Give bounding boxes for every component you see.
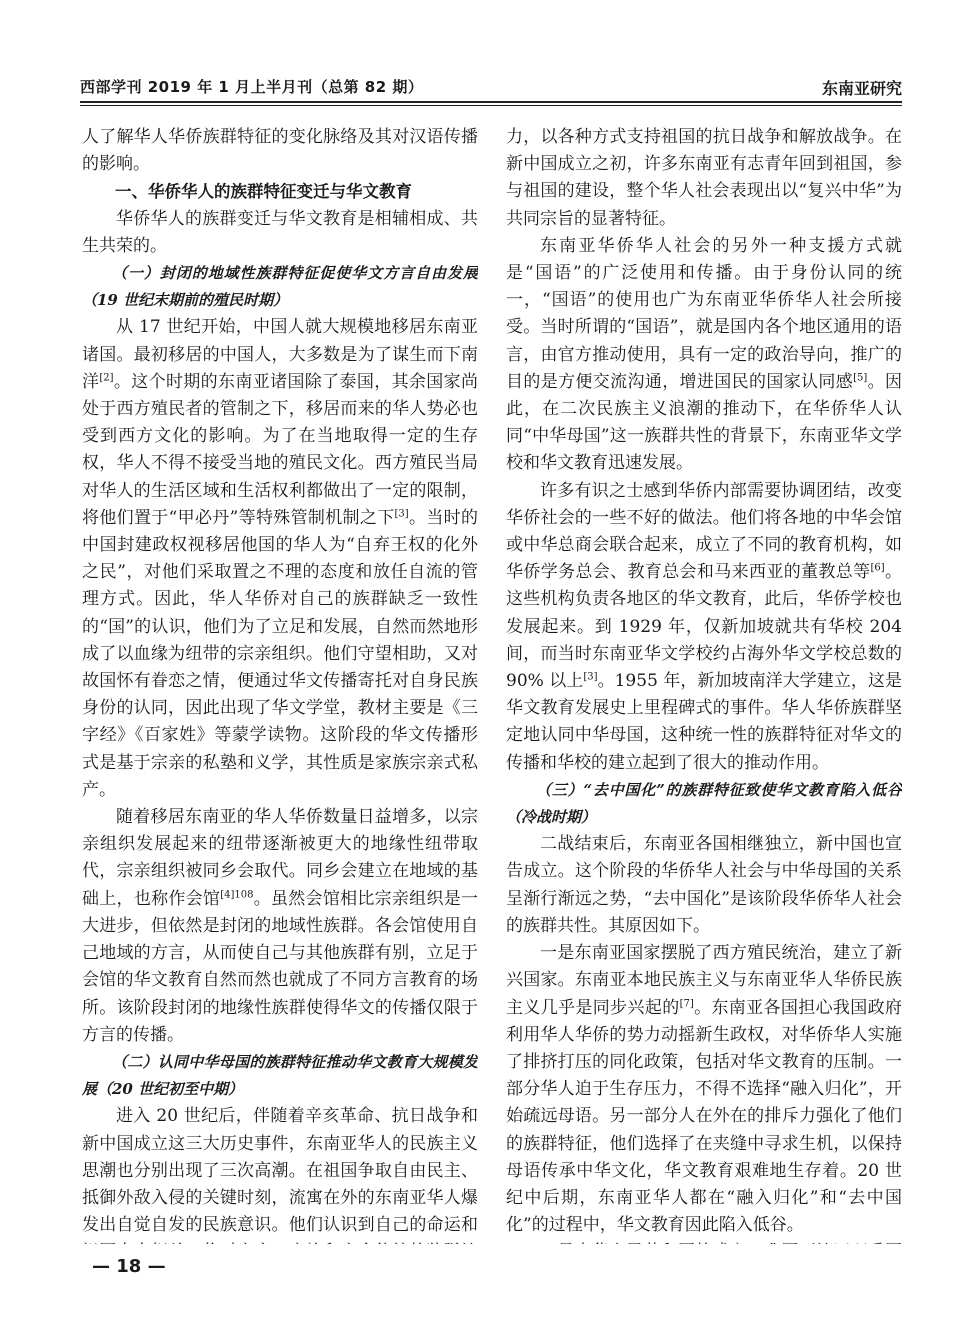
- page-number: — 18 —: [92, 1256, 166, 1277]
- subsection-heading: （一）封闭的地域性族群特征促使华文方言自由发展（19 世纪末期前的殖民时期）: [82, 264, 478, 310]
- paragraph: [506, 1239, 902, 1244]
- paragraph-continued: 人了解华人华侨族群特征的变化脉络及其对汉语传播的影响。: [82, 127, 478, 175]
- running-header: [80, 74, 902, 98]
- subsection-heading: （二）认同中华母国的族群特征推动华文教育大规模发展（20 世纪初至中期）: [82, 1052, 478, 1099]
- paragraph: 一是东南亚国家摆脱了西方殖民统治，建立了新兴国家。东南亚本地民族主义与东南亚华人华侨民族主义几乎是同步兴起的[7]。东南亚各国担心我国政府利用华人华侨的势力动摇新生政权，对华侨华人实施了排挤打压的同化政策，包括对华文教育的压制。一部分华人迫于生存压力，不得不选择“融入归化”，开始疏远母语。另一部分人在外在的排斥力强化了他们的族群特征，他们选择了在夹缝中寻求生机，以保持母语传承中华文化，华文教育艰难地生存着。20 世纪中后期，东南亚华人都在“融入归化”和“去中国化”的过程中，华文教育因此陷入低谷。: [506, 943, 902, 1236]
- citation: [7]: [679, 997, 694, 1009]
- paragraph: 随着移居东南亚的华人华侨数量日益增多，以宗亲组织发展起来的纽带逐渐被更大的地缘性纽带取代，宗亲组织被同乡会取代。同乡会建立在地域的基础上，也称作会馆$^{[4]108}$。虽然会馆相比宗亲组织是一大进步，但依然是封闭的地域性族群。各会馆使用自己地域的方言，从而使自己与其他族群有别，立足于会馆的华文教育自然而然也就成了不同方言教育的场所。该阶段封闭的地缘性族群使得华文的传播仅限于方言的传播。: [82, 807, 478, 1045]
- citation: [3]: [583, 671, 598, 683]
- citation: [2]: [99, 372, 114, 384]
- header-rule-thin: [80, 105, 902, 106]
- citation: [6]: [870, 562, 885, 574]
- left-column: [82, 124, 478, 1244]
- subsection-heading: （三）“去中国化”的族群特征致使华文教育陷入低谷（冷战时期）: [506, 780, 902, 827]
- section-heading: 一、华侨华人的族群特征变迁与华文教育: [115, 182, 412, 202]
- citation: [5]: [853, 372, 868, 384]
- paragraph: 进入 20 世纪后，伴随着辛亥革命、抗日战争和新中国成立这三大历史事件，东南亚华人的民族主义思潮也分别出现了三次高潮。在祖国争取自由民主、抵御外敌入侵的关键时刻，流寓在外的东南亚华人爆发出自觉自发的民族意识。他们认识到自己的命运和: [82, 1106, 478, 1236]
- right-column: [506, 124, 902, 1244]
- header-rule-thick: [80, 101, 902, 103]
- paragraph: 东南亚华侨华人社会的另外一种支援方式就是“国语”的广泛使用和传播。由于身份认同的统一，“国语”的使用也广为东南亚华侨华人社会所接受。当时所谓的“国语”，就是国内各个地区通用的语言，由官方推动使用，具有一定的政治导向，推广的目的是方便交流沟通，增进国民的国家认同感[5]。因此，在二次民族主义浪潮的推动下，在华侨华人认同“中华母国”这一族群共性的背景下，东南亚华文学校和华文教育迅速发展。: [506, 235, 902, 474]
- paragraph: 华侨华人的族群变迁与华文教育是相辅相成、共生共荣的。: [82, 208, 478, 256]
- paragraph: 许多有识之士感到华侨内部需要协调团结，改变华侨社会的一些不好的做法。他们将各地的中华会馆或中华总商会联合起来，成立了不同的教育机构，如华侨学务总会、教育总会和马来西亚的董教总等[6]。这些机构负责各地区的华文教育，此后，华侨学校也发展起来。到 1929 年，仅新加坡就共有华校 204 间，而当时东南亚华文学校约占海外华文学校总数的 90% 以上[3]。1955 年，新加坡南洋大学建立，这是华文教育发展史上里程碑式的事件。华人华侨族群坚定地认同中华母国，这种统一性的族群特征对华文的传播和华校的建立起到了很大的推动作用。: [506, 480, 902, 773]
- paragraph: 从 17 世纪开始，中国人就大规模地移居东南亚诸国。最初移居的中国人，大多数是为了谋生而下南洋[2]。这个时期的东南亚诸国除了泰国，其余国家尚处于西方殖民者的管制之下，移居而来的华人势必也受到西方文化的影响。为了在当地取得一定的生存权，华人不得不接受当地的殖民文化。西方殖民当局对华人的生活区域和生活权利都做出了一定的限制，将他们置于“甲必丹”等特殊管制机制之下[3]。当时的中国封建政权视移居他国的华人为“自弃王权的化外之民”，对他们采取置之不理的态度和放任自流的管理方式。因此，华人华侨对自己的族群缺乏一致性的“国”的认识，他们为了立足和发展，自然而然地形成了以血缘为纽带的宗亲组织。他们守望相助，又对故国怀有眷恋之情，便通过华文传播寄托对自身民族身份的认同，因此出现了华文学堂，教材主要是《三字经》《百家姓》等蒙学读物。这阶段的华文传播形式是基于宗亲的私塾和义学，其性质是家族宗亲式私产。: [82, 317, 478, 800]
- citation: [3]: [394, 508, 409, 520]
- paragraph: 二战结束后，东南亚各国相继独立，新中国也宣告成立。这个阶段的华侨华人社会与中华母国的关系呈渐行渐远之势，“去中国化”是该阶段华侨华人社会的族群共性。其原因如下。: [506, 834, 902, 936]
- section-title: 东南亚研究: [821, 79, 902, 98]
- citation: [4]108: [220, 889, 254, 901]
- journal-name: 西部学刊 2019 年 1 月上半月刊（总第 82 期）: [80, 78, 424, 96]
- paragraph-continued: 力，以各种方式支持祖国的抗日战争和解放战争。在新中国成立之初，许多东南亚有志青年回到祖国，参与祖国的建设，整个华人社会表现出以“复兴中华”为共同宗旨的显著特征。: [506, 127, 902, 229]
